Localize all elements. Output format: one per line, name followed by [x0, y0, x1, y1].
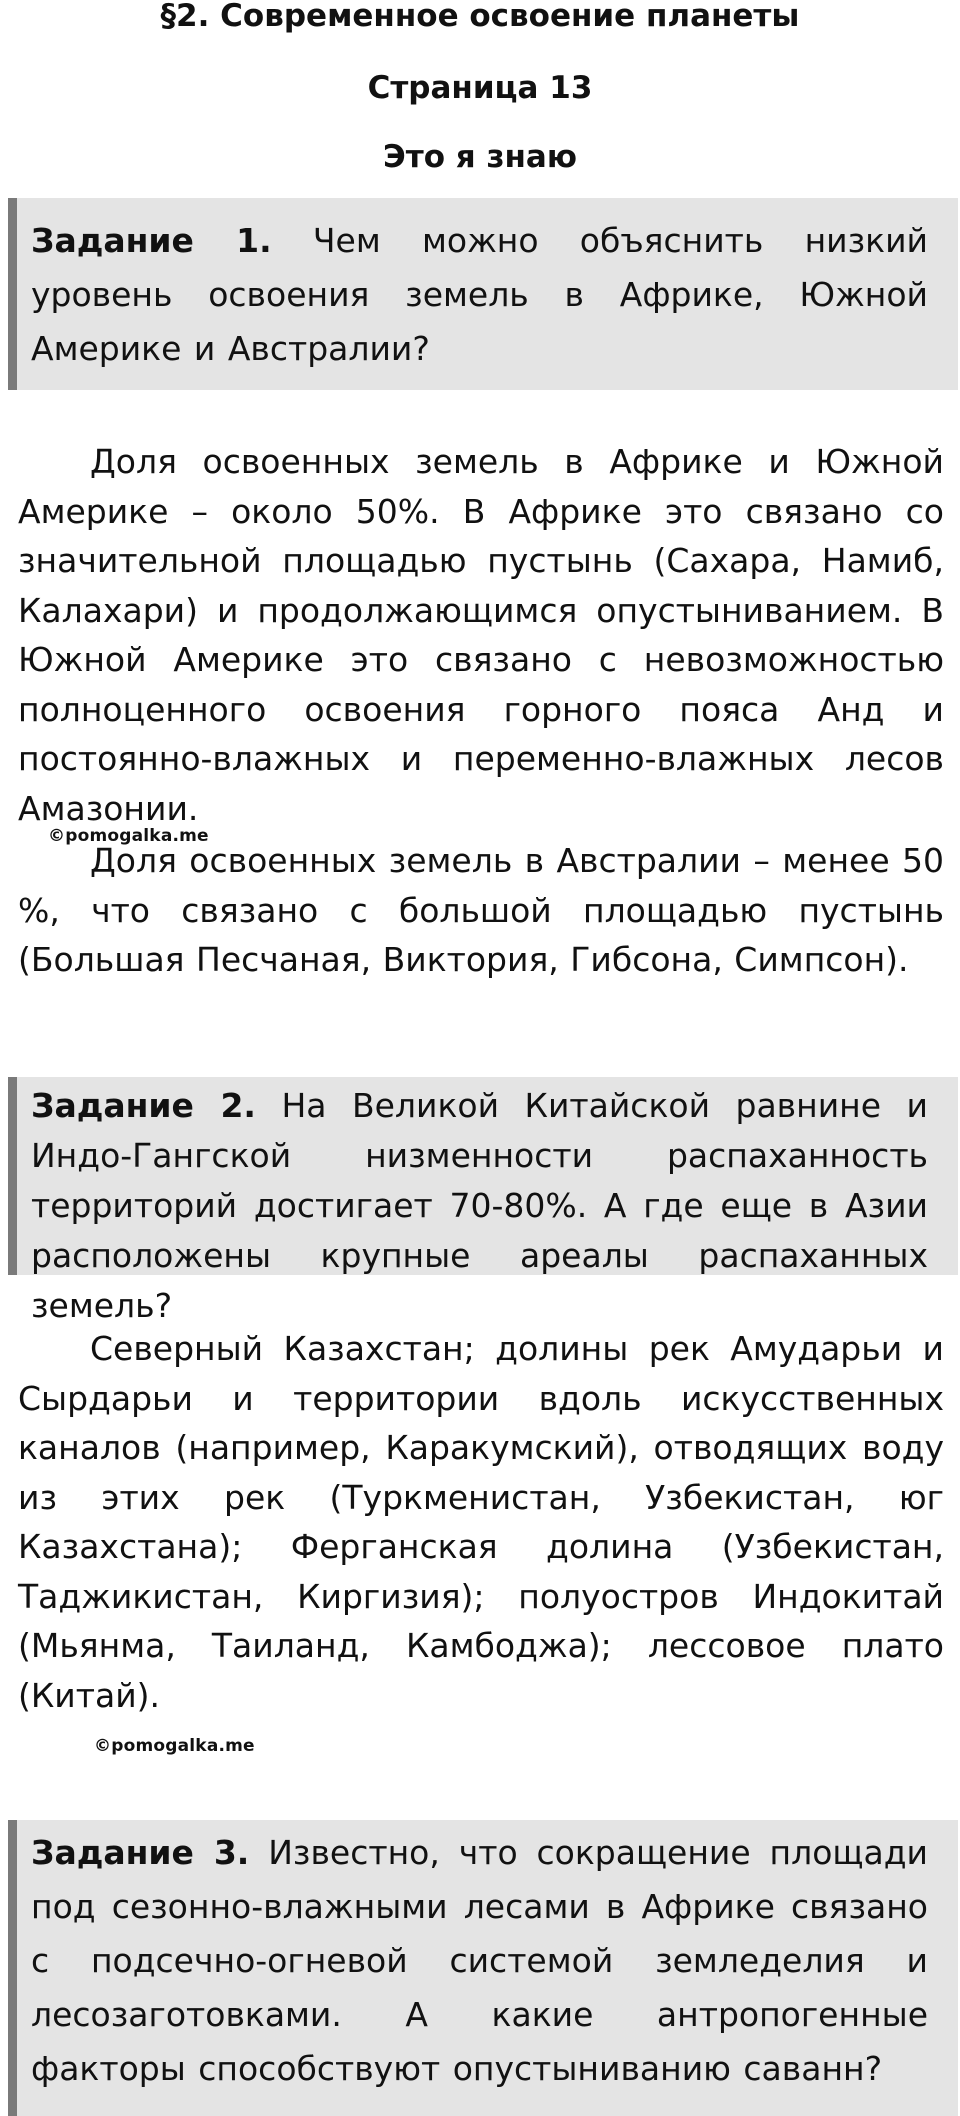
task-3-question: [31, 1826, 928, 2096]
task-2-box: [8, 1077, 958, 1325]
task-2-text: На Великой Китайской равнине и Индо-Гангской низменности распаханность территорий достигает 70-80%. А где еще в Азии расположены крупные ареалы распаханных земель?: [31, 1086, 928, 1325]
watermark: ©pomogalka.me: [94, 1736, 255, 1756]
task-2-answer: Северный Казахстан; долины рек Амударьи и Сырдарьи и территории вдоль искусственных каналов (например, Каракумский), отводящих воду из этих рек (Туркменистан, Узбекистан, юг Казахстана); Ферганская долина (Узбекистан, Таджикистан, Киргизия); полуостров Индокитай (Мьянма, Таиланд, Камбоджа); лессовое плато (Китай).: [18, 1329, 944, 1715]
page-number: Страница 13: [367, 70, 593, 106]
task-1-box: [8, 198, 958, 390]
task-1-text: Чем можно объяснить низкий уровень освоения земель в Африке, Южной Америке и Австралии?: [31, 221, 928, 368]
task-1-question: [31, 214, 928, 376]
task-2-question: [31, 1081, 928, 1331]
task-3-text: Известно, что сокращение площади под сезонно-влажными лесами в Африке связано с подсечно-огневой системой земледелия и лесозаготовками. А какие антропогенные факторы способствуют опустыниванию саванн?: [31, 1833, 928, 2088]
task-3-box: [8, 1820, 958, 2116]
task-1-answer-paragraph-2: Доля освоенных земель в Австралии – менее 50 %, что связано с большой площадью пустынь (Большая Песчаная, Виктория, Гибсона, Симпсон).: [18, 841, 944, 979]
task-1-answer-paragraph-1: Доля освоенных земель в Африке и Южной Америке – около 50%. В Африке это связано со значительной площадью пустынь (Сахара, Намиб, Калахари) и продолжающимся опустыниванием. В Южной Америке это связано с невозможностью полноценного освоения горного пояса Анд и постоянно-влажных и переменно-влажных лесов Амазонии.: [18, 442, 944, 828]
task-3-label: Задание 3.: [31, 1833, 250, 1872]
section-title: Это я знаю: [383, 139, 577, 175]
watermark: ©pomogalka.me: [48, 826, 209, 846]
task-2-label: Задание 2.: [31, 1086, 256, 1125]
task-1-label: Задание 1.: [31, 221, 272, 260]
chapter-title: §2. Современное освоение планеты: [160, 0, 800, 34]
